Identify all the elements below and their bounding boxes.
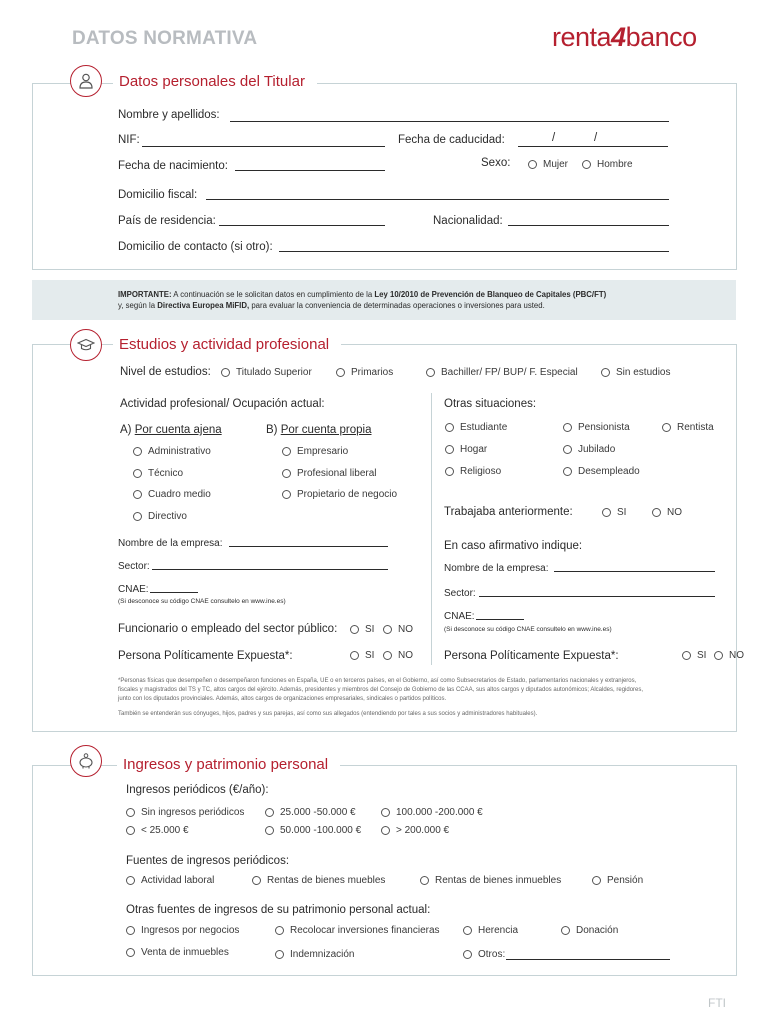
radio-icon (126, 948, 135, 957)
column-divider (431, 393, 432, 665)
input-nif[interactable] (142, 146, 385, 147)
label-domicilio-contacto: Domicilio de contacto (si otro): (118, 241, 273, 253)
radio-100-200k[interactable] (381, 807, 483, 818)
notice-bold-2: Ley 10/2010 de Prevención de Blanqueo de Capitales (PBC/FT) (374, 290, 607, 299)
form-code: FTI (708, 996, 726, 1010)
radio-profesional-liberal[interactable] (282, 468, 377, 479)
input-fecha-nacimiento[interactable] (235, 170, 385, 171)
radio-icon (282, 447, 291, 456)
legal-notice (32, 280, 736, 320)
radio-icon (426, 368, 435, 377)
radio-icon (561, 926, 570, 935)
radio-label: Pensión (607, 875, 644, 886)
radio-mujer[interactable] (528, 159, 568, 170)
input-pais-residencia[interactable] (219, 225, 385, 226)
radio-cuadro-medio[interactable] (133, 489, 211, 500)
radio-icon (445, 423, 454, 432)
cnae-help-anterior: (Si desconoce su código CNAE consultelo en www.ine.es) (444, 626, 612, 633)
input-nombre-empresa-anterior[interactable] (554, 571, 715, 572)
label-nombre-empresa: Nombre de la empresa: (118, 538, 223, 549)
radio-hogar[interactable] (445, 444, 487, 455)
radio-label: SI (697, 650, 707, 661)
radio-directivo[interactable] (133, 511, 187, 522)
prefix-a: A) (120, 424, 135, 436)
radio-pension[interactable] (592, 875, 643, 886)
cnae-help: (Si desconoce su código CNAE consultelo en www.ine.es) (118, 598, 286, 605)
pep-footnote-3: junto con los diputados provinciales. Además, altos cargos de organizaciones empresariales, sindicales o partidos políticos. (118, 696, 447, 702)
radio-donacion[interactable] (561, 925, 618, 936)
radio-label: SI (617, 507, 627, 518)
radio-propietario-negocio[interactable] (282, 489, 397, 500)
pep-footnote-2: fiscales y magistrados del TS y TC, altos cargos del ejército. Además, presidentes y miembros del Consejo de Gobierno de las CCAA, sus altos cargos y diputados autonómicos; Alcaldes, regidores, (118, 687, 644, 693)
label-cuenta-propia (266, 424, 372, 436)
radio-icon (126, 826, 135, 835)
radio-icon (601, 368, 610, 377)
radio-icon (133, 512, 142, 521)
radio-rentas-muebles[interactable] (252, 875, 385, 886)
radio-icon (463, 926, 472, 935)
radio-icon (265, 826, 274, 835)
radio-label: Administrativo (148, 446, 211, 457)
radio-50-100k[interactable] (265, 825, 361, 836)
section-income-assets (32, 765, 737, 976)
radio-label: Bachiller/ FP/ BUP/ F. Especial (441, 367, 578, 378)
radio-titulado-superior[interactable] (221, 367, 312, 378)
label-fuentes: Fuentes de ingresos periódicos: (126, 855, 290, 867)
radio-empresario[interactable] (282, 446, 348, 457)
brand-logo (552, 22, 697, 53)
radio-tecnico[interactable] (133, 468, 183, 479)
radio-icon (133, 490, 142, 499)
radio-label: Empresario (297, 446, 349, 457)
radio-icon (602, 508, 611, 517)
radio-icon (221, 368, 230, 377)
input-domicilio-fiscal[interactable] (206, 199, 669, 200)
radio-label: Estudiante (460, 422, 508, 433)
radio-icon (133, 447, 142, 456)
label-caso-afirmativo: En caso afirmativo indique: (444, 540, 583, 552)
radio-bachiller[interactable] (426, 367, 578, 378)
label-otras-fuentes: Otras fuentes de ingresos de su patrimonio personal actual: (126, 904, 431, 916)
radio-icon (563, 423, 572, 432)
radio-label: Cuadro medio (148, 489, 211, 500)
radio-icon (682, 651, 691, 660)
radio-icon (133, 469, 142, 478)
radio-icon (528, 160, 537, 169)
page-title: DATOS NORMATIVA (72, 28, 258, 49)
radio-ingresos-negocios[interactable] (126, 925, 239, 936)
radio-religioso[interactable] (445, 466, 501, 477)
radio-label: NO (667, 507, 682, 518)
radio-label: Rentas de bienes inmuebles (435, 875, 562, 886)
radio-pep-no[interactable] (383, 650, 413, 661)
input-nombre-empresa[interactable] (229, 546, 388, 547)
radio-label: Actividad laboral (141, 875, 215, 886)
radio-label: Rentista (677, 422, 714, 433)
radio-icon (383, 651, 392, 660)
radio-jubilado[interactable] (563, 444, 615, 455)
logo-text-post: banco (625, 22, 697, 52)
radio-icon (350, 625, 359, 634)
radio-rentista[interactable] (662, 422, 714, 433)
radio-icon (383, 625, 392, 634)
radio-label: SI (365, 650, 375, 661)
section-title-personal: Datos personales del Titular (113, 73, 317, 90)
radio-label: Venta de inmuebles (141, 947, 229, 958)
radio-label: Rentas de bienes muebles (267, 875, 386, 886)
radio-recolocar-inversiones[interactable] (275, 925, 440, 936)
radio-icon (275, 926, 284, 935)
radio-pep-anterior-si[interactable] (682, 650, 706, 661)
radio-label: Indemnización (290, 949, 355, 960)
pep-footnote-1: *Personas físicas que desempeñen o desempeñaron funciones en España, UE o en terceros países, en el Gobierno, así como Subsecretarios de Estado, parlamentarios nacionales y extranjeros, (118, 678, 637, 684)
radio-funcionario-si[interactable] (350, 624, 374, 635)
radio-icon (282, 490, 291, 499)
date-separator: / (594, 132, 598, 144)
radio-icon (445, 445, 454, 454)
radio-administrativo[interactable] (133, 446, 211, 457)
radio-indemnizacion[interactable] (275, 949, 354, 960)
input-sector-anterior[interactable] (479, 596, 715, 597)
label-nivel-estudios: Nivel de estudios: (120, 366, 211, 378)
radio-label: Profesional liberal (297, 468, 377, 479)
radio-label: Primarios (351, 367, 394, 378)
notice-line-1 (118, 289, 606, 311)
graduation-cap-icon (70, 329, 102, 361)
radio-hombre[interactable] (582, 159, 633, 170)
prefix-b: B) (266, 424, 281, 436)
radio-label: Ingresos por negocios (141, 925, 240, 936)
radio-label-hombre: Hombre (597, 159, 633, 170)
input-cnae-anterior[interactable] (476, 619, 524, 620)
label-cuenta-ajena (120, 424, 222, 436)
radio-label-mujer: Mujer (543, 159, 569, 170)
radio-icon (381, 808, 390, 817)
radio-label: Titulado Superior (236, 367, 312, 378)
label-pep-anterior: Persona Políticamente Expuesta*: (444, 650, 619, 662)
radio-trabajaba-no[interactable] (652, 507, 682, 518)
radio-otros[interactable] (463, 949, 505, 960)
radio-venta-inmuebles[interactable] (126, 947, 229, 958)
label-nif: NIF: (118, 134, 140, 146)
radio-label: NO (398, 650, 413, 661)
radio-label: Hogar (460, 444, 488, 455)
radio-icon (563, 445, 572, 454)
label-sexo: Sexo: (481, 157, 511, 169)
radio-icon (420, 876, 429, 885)
label-sector-anterior: Sector: (444, 588, 476, 599)
radio-funcionario-no[interactable] (383, 624, 413, 635)
radio-icon (126, 876, 135, 885)
notice-bold-1: IMPORTANTE: (118, 290, 172, 299)
text-cuenta-propia: Por cuenta propia (280, 424, 372, 436)
radio-label: NO (398, 624, 413, 635)
radio-label: Pensionista (578, 422, 630, 433)
radio-icon (265, 808, 274, 817)
radio-label: NO (729, 650, 744, 661)
logo-text-pre: renta (552, 22, 612, 52)
radio-label: 25.000 -50.000 € (280, 807, 356, 818)
label-fecha-caducidad: Fecha de caducidad: (398, 134, 505, 146)
label-pais-residencia: País de residencia: (118, 215, 216, 227)
pep-footnote-4: También se entenderán sus cónyuges, hijos, padres y sus parejas, así como sus allegados (entendiendo por tales a sus socios y administradores habituales). (118, 711, 538, 717)
text-cuenta-ajena: Por cuenta ajena (134, 424, 222, 436)
radio-label: < 25.000 € (141, 825, 189, 836)
radio-icon (445, 467, 454, 476)
radio-icon (582, 160, 591, 169)
radio-label: Sin ingresos periódicos (141, 807, 245, 818)
notice-text-1: A continuación se le solicitan datos en cumplimiento de la (171, 290, 375, 299)
label-pep: Persona Políticamente Expuesta*: (118, 650, 293, 662)
label-domicilio-fiscal: Domicilio fiscal: (118, 189, 198, 201)
radio-pep-anterior-no[interactable] (714, 650, 744, 661)
radio-pep-si[interactable] (350, 650, 374, 661)
radio-label: Otros: (478, 949, 506, 960)
radio-icon (463, 950, 472, 959)
logo-text-num: 4 (611, 22, 626, 52)
label-trabajaba: Trabajaba anteriormente: (444, 506, 573, 518)
radio-label: Directivo (148, 511, 187, 522)
radio-label: Técnico (148, 468, 184, 479)
radio-icon (350, 651, 359, 660)
label-otras-situaciones: Otras situaciones: (444, 398, 537, 410)
radio-label: Herencia (478, 925, 519, 936)
radio-pensionista[interactable] (563, 422, 630, 433)
input-domicilio-contacto[interactable] (279, 251, 669, 252)
radio-icon (336, 368, 345, 377)
radio-label: Donación (576, 925, 619, 936)
piggy-bank-icon (70, 745, 102, 777)
radio-label: 50.000 -100.000 € (280, 825, 362, 836)
radio-label: Sin estudios (616, 367, 671, 378)
radio-icon (126, 808, 135, 817)
radio-label: 100.000 -200.000 € (396, 807, 483, 818)
radio-icon (126, 926, 135, 935)
radio-icon (563, 467, 572, 476)
radio-25-50k[interactable] (265, 807, 356, 818)
input-nacionalidad[interactable] (508, 225, 669, 226)
label-nombre: Nombre y apellidos: (118, 109, 220, 121)
input-sector[interactable] (152, 569, 388, 570)
section-title-income: Ingresos y patrimonio personal (117, 756, 340, 773)
label-nombre-empresa-anterior: Nombre de la empresa: (444, 563, 549, 574)
radio-icon (652, 508, 661, 517)
radio-label: > 200.000 € (396, 825, 450, 836)
input-nombre[interactable] (230, 121, 669, 122)
radio-actividad-laboral[interactable] (126, 875, 214, 886)
input-otros[interactable] (506, 959, 670, 960)
label-funcionario: Funcionario o empleado del sector público: (118, 623, 338, 635)
label-cnae-anterior: CNAE: (444, 611, 475, 622)
radio-sin-ingresos[interactable] (126, 807, 244, 818)
radio-label: Propietario de negocio (297, 489, 398, 500)
radio-trabajaba-si[interactable] (602, 507, 626, 518)
radio-menos-25k[interactable] (126, 825, 189, 836)
notice-text-3: para evaluar la conveniencia de determinadas operaciones o inversiones para usted. (249, 301, 545, 310)
radio-icon (275, 950, 284, 959)
input-fecha-caducidad[interactable] (518, 146, 668, 147)
label-cnae: CNAE: (118, 584, 149, 595)
input-cnae[interactable] (150, 592, 198, 593)
radio-icon (592, 876, 601, 885)
radio-primarios[interactable] (336, 367, 393, 378)
section-title-studies: Estudios y actividad profesional (113, 336, 341, 353)
radio-icon (252, 876, 261, 885)
radio-rentas-inmuebles[interactable] (420, 875, 561, 886)
radio-label: Recolocar inversiones financieras (290, 925, 440, 936)
label-actividad: Actividad profesional/ Ocupación actual: (120, 398, 325, 410)
radio-label: Desempleado (578, 466, 640, 477)
notice-bold-3: Directiva Europea MiFID, (157, 301, 250, 310)
label-sector: Sector: (118, 561, 150, 572)
radio-estudiante[interactable] (445, 422, 507, 433)
radio-sin-estudios[interactable] (601, 367, 670, 378)
radio-herencia[interactable] (463, 925, 518, 936)
radio-icon (282, 469, 291, 478)
radio-label: Jubilado (578, 444, 616, 455)
radio-label: SI (365, 624, 375, 635)
radio-mas-200k[interactable] (381, 825, 449, 836)
label-ingresos-periodicos: Ingresos periódicos (€/año): (126, 784, 269, 796)
label-fecha-nacimiento: Fecha de nacimiento: (118, 160, 228, 172)
radio-icon (662, 423, 671, 432)
person-icon (70, 65, 102, 97)
radio-label: Religioso (460, 466, 502, 477)
radio-icon (714, 651, 723, 660)
notice-text-2: y, según la (118, 301, 158, 310)
radio-desempleado[interactable] (563, 466, 640, 477)
label-nacionalidad: Nacionalidad: (433, 215, 503, 227)
radio-icon (381, 826, 390, 835)
date-separator: / (552, 132, 556, 144)
